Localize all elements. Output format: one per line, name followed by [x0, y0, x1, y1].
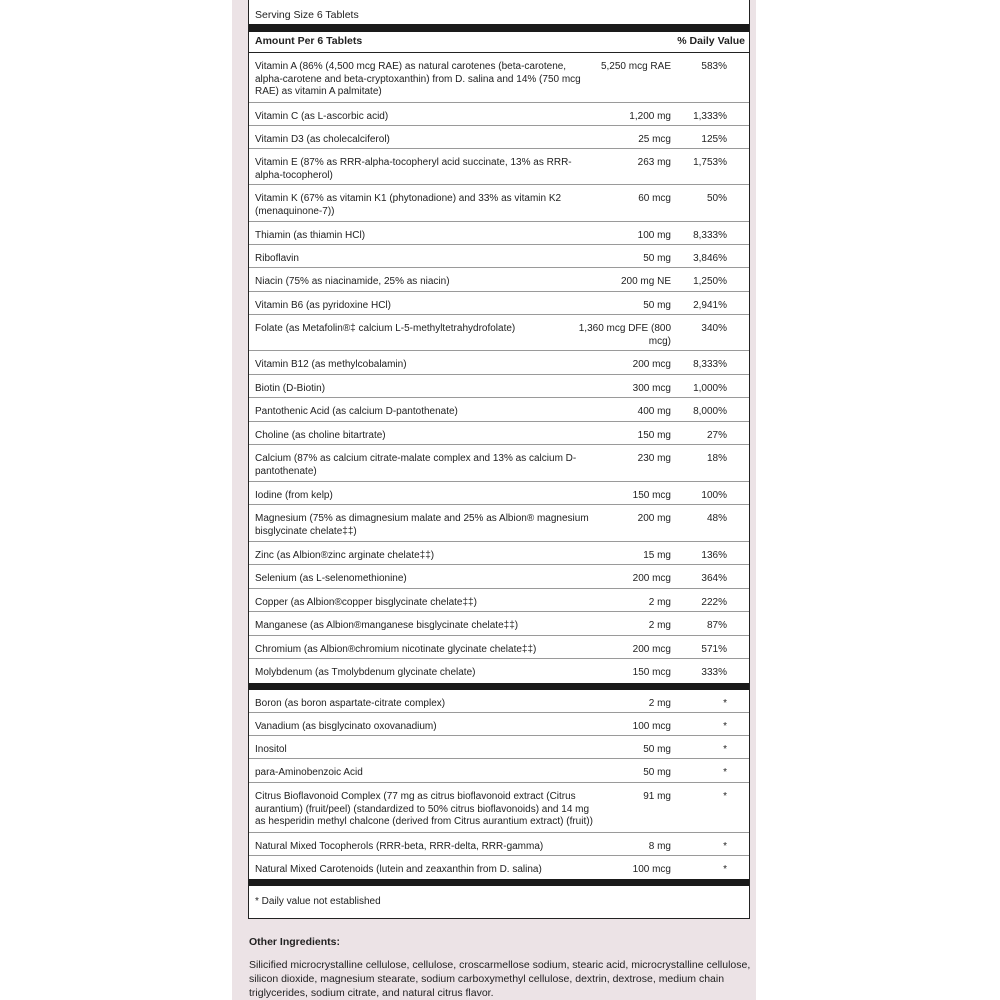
nutrient-name: Pantothenic Acid (as calcium D-pantothenate) — [255, 406, 458, 417]
nutrient-daily-value: 571% — [701, 644, 727, 655]
nutrient-name: Natural Mixed Carotenoids (lutein and zeaxanthin from D. salina) — [255, 864, 542, 875]
nutrient-row — [249, 445, 749, 482]
nutrient-daily-value: * — [723, 698, 727, 709]
nutrient-row — [249, 185, 749, 222]
nutrient-row — [249, 126, 749, 149]
nutrient-amount: 50 mg — [643, 253, 671, 264]
nutrient-amount: 200 mcg — [632, 573, 671, 584]
nutrient-daily-value: 333% — [701, 667, 727, 678]
nutrient-amount: 2 mg — [648, 620, 671, 631]
nutrient-amount: 200 mcg — [632, 644, 671, 655]
supplement-facts-panel — [248, 0, 750, 919]
nutrient-amount: 200 mg — [637, 513, 671, 524]
nutrient-amount: 400 mg — [637, 406, 671, 417]
nutrient-row — [249, 713, 749, 736]
nutrient-daily-value: 340% — [701, 323, 727, 334]
nutrient-row — [249, 222, 749, 245]
nutrient-row — [249, 589, 749, 612]
column-header — [255, 35, 745, 47]
nutrient-row — [249, 351, 749, 375]
nutrient-name: Niacin (75% as niacinamide, 25% as niacin) — [255, 276, 450, 287]
nutrient-name: Vitamin B6 (as pyridoxine HCl) — [255, 300, 391, 311]
nutrient-name: Iodine (from kelp) — [255, 490, 333, 501]
nutrient-daily-value: 50% — [706, 193, 727, 204]
nutrient-amount: 100 mcg — [632, 864, 671, 875]
nutrient-name: Vitamin B12 (as methylcobalamin) — [255, 359, 407, 370]
nutrient-amount: 100 mcg — [632, 721, 671, 732]
nutrient-amount: 8 mg — [648, 841, 671, 852]
nutrient-row — [249, 422, 749, 445]
nutrient-name: Natural Mixed Tocopherols (RRR-beta, RRR-delta, RRR-gamma) — [255, 841, 544, 852]
nutrient-name: Vitamin E (87% as RRR-alpha-tocopheryl acid succinate, 13% as RRR-alpha-tocopherol) — [255, 157, 572, 181]
nutrient-daily-value: * — [723, 721, 727, 732]
nutrient-amount: 15 mg — [643, 550, 671, 561]
nutrient-daily-value: 1,753% — [693, 157, 727, 168]
nutrient-daily-value: * — [723, 744, 727, 755]
nutrient-row — [249, 482, 749, 505]
nutrient-row — [249, 690, 749, 713]
nutrient-row — [249, 542, 749, 565]
nutrient-amount: 150 mcg — [632, 490, 671, 501]
nutrient-row — [249, 53, 749, 103]
nutrient-name: Vitamin K (67% as vitamin K1 (phytonadione) and 33% as vitamin K2 (menaquinone-7)) — [255, 193, 562, 217]
nutrient-row — [249, 375, 749, 398]
nutrient-name: Citrus Bioflavonoid Complex (77 mg as citrus bioflavonoid extract (Citrus aurantium) (fruit/peel) (standardized to 50% citrus bioflavonoids) and 14 mg as hesperidin methyl chalcone (derived from Citrus aurantium extract) (fruit)) — [255, 791, 593, 827]
amount-header: Amount Per 6 Tablets — [255, 35, 363, 47]
nutrient-row — [249, 612, 749, 636]
thick-rule — [249, 683, 749, 690]
nutrient-row — [249, 565, 749, 589]
other-ingredients-text: Silicified microcrystalline cellulose, cellulose, croscarmellose sodium, stearic acid, microcrystalline cellulose, silicon dioxide, magnesium stearate, sodium carboxymethyl cellulose, dextrin, dextrose, medium chain triglycerides, sodium citrate, and natural citrus flavor. — [249, 959, 751, 999]
nutrient-name: Calcium (87% as calcium citrate-malate complex and 13% as calcium D-pantothenate) — [255, 453, 577, 477]
nutrient-row — [249, 149, 749, 185]
nutrient-name: Boron (as boron aspartate-citrate complex) — [255, 698, 446, 709]
nutrient-amount: 150 mg — [637, 430, 671, 441]
nutrient-row — [249, 268, 749, 292]
nutrient-row — [249, 103, 749, 126]
nutrient-name: Copper (as Albion®copper bisglycinate chelate‡‡) — [255, 597, 477, 608]
nutrient-daily-value: * — [723, 864, 727, 875]
nutrient-daily-value: 1,000% — [693, 383, 727, 394]
nutrient-row — [249, 736, 749, 759]
nutrient-amount: 50 mg — [643, 300, 671, 311]
thick-rule — [249, 24, 749, 32]
nutrient-name: Selenium (as L-selenomethionine) — [255, 573, 407, 584]
nutrient-row — [249, 856, 749, 879]
nutrient-amount: 200 mg NE — [620, 276, 671, 287]
footnote: * Daily value not established — [255, 896, 381, 907]
nutrient-row — [249, 315, 749, 351]
nutrient-name: Molybdenum (as Tmolybdenum glycinate chelate) — [255, 667, 476, 678]
nutrient-row — [249, 759, 749, 783]
nutrient-name: Biotin (D-Biotin) — [255, 383, 326, 394]
nutrient-daily-value: 27% — [706, 430, 727, 441]
nutrient-amount: 150 mcg — [632, 667, 671, 678]
nutrient-amount: 300 mcg — [632, 383, 671, 394]
nutrient-daily-value: 125% — [701, 134, 727, 145]
nutrient-row — [249, 505, 749, 542]
nutrient-daily-value: 1,250% — [693, 276, 727, 287]
nutrient-row — [249, 833, 749, 856]
nutrient-amount: 100 mg — [637, 230, 671, 241]
nutrient-row — [249, 659, 749, 683]
nutrient-name: Inositol — [255, 744, 287, 755]
thick-rule — [249, 879, 749, 886]
nutrient-daily-value: 100% — [701, 490, 727, 501]
nutrient-amount: 2 mg — [648, 597, 671, 608]
nutrient-daily-value: 3,846% — [693, 253, 727, 264]
nutrient-row — [249, 783, 749, 833]
nutrient-amount: 1,200 mg — [629, 111, 671, 122]
nutrient-amount: 263 mg — [637, 157, 671, 168]
serving-size: Serving Size 6 Tablets — [255, 9, 359, 21]
nutrient-daily-value: 136% — [701, 550, 727, 561]
nutrient-name: Zinc (as Albion®zinc arginate chelate‡‡) — [255, 550, 435, 561]
nutrient-name: Chromium (as Albion®chromium nicotinate glycinate chelate‡‡) — [255, 644, 537, 655]
nutrient-name: Choline (as choline bitartrate) — [255, 430, 386, 441]
nutrient-daily-value: * — [723, 791, 727, 802]
nutrient-amount: 2 mg — [648, 698, 671, 709]
nutrient-name: Vitamin D3 (as cholecalciferol) — [255, 134, 390, 145]
nutrient-name: Vitamin A (86% (4,500 mcg RAE) as natural carotenes (beta-carotene, alpha-carotene and beta-cryptoxanthin) from D. salina and 14% (750 mcg RAE) as vitamin A palmitate) — [255, 61, 581, 97]
nutrient-name: para-Aminobenzoic Acid — [255, 767, 363, 778]
nutrient-daily-value: 1,333% — [693, 111, 727, 122]
nutrient-amount: 25 mcg — [638, 134, 671, 145]
nutrient-amount: 1,360 mcg DFE (800 mcg) — [578, 323, 671, 347]
nutrient-name: Vitamin C (as L-ascorbic acid) — [255, 111, 389, 122]
nutrient-daily-value: * — [723, 767, 727, 778]
nutrient-row — [249, 636, 749, 659]
nutrient-daily-value: 8,333% — [693, 230, 727, 241]
nutrient-daily-value: 18% — [706, 453, 727, 464]
nutrient-name: Magnesium (75% as dimagnesium malate and 25% as Albion® magnesium bisglycinate chelate‡‡) — [255, 513, 589, 537]
nutrient-row — [249, 292, 749, 315]
nutrient-amount: 5,250 mcg RAE — [600, 61, 671, 72]
nutrient-amount: 50 mg — [643, 767, 671, 778]
nutrient-name: Vanadium (as bisglycinato oxovanadium) — [255, 721, 437, 732]
nutrient-row — [249, 398, 749, 422]
nutrient-daily-value: 583% — [701, 61, 727, 72]
nutrient-name: Manganese (as Albion®manganese bisglycinate chelate‡‡) — [255, 620, 519, 631]
nutrient-amount: 50 mg — [643, 744, 671, 755]
nutrient-name: Riboflavin — [255, 253, 299, 264]
nutrient-row — [249, 245, 749, 268]
nutrient-amount: 200 mcg — [632, 359, 671, 370]
nutrient-amount: 230 mg — [637, 453, 671, 464]
nutrient-name: Folate (as Metafolin®‡ calcium L-5-methyltetrahydrofolate) — [255, 323, 516, 334]
other-ingredients-title: Other Ingredients: — [249, 936, 341, 948]
nutrient-daily-value: 87% — [706, 620, 727, 631]
nutrient-daily-value: 8,000% — [693, 406, 727, 417]
nutrient-daily-value: 48% — [706, 513, 727, 524]
nutrient-amount: 91 mg — [643, 791, 671, 802]
nutrient-amount: 60 mcg — [638, 193, 671, 204]
nutrient-table — [249, 52, 749, 907]
nutrient-daily-value: 364% — [701, 573, 727, 584]
nutrient-daily-value: 222% — [701, 597, 727, 608]
nutrient-name: Thiamin (as thiamin HCl) — [255, 230, 366, 241]
nutrient-daily-value: * — [723, 841, 727, 852]
daily-value-header: % Daily Value — [677, 35, 745, 47]
nutrient-daily-value: 8,333% — [693, 359, 727, 370]
nutrient-daily-value: 2,941% — [693, 300, 727, 311]
